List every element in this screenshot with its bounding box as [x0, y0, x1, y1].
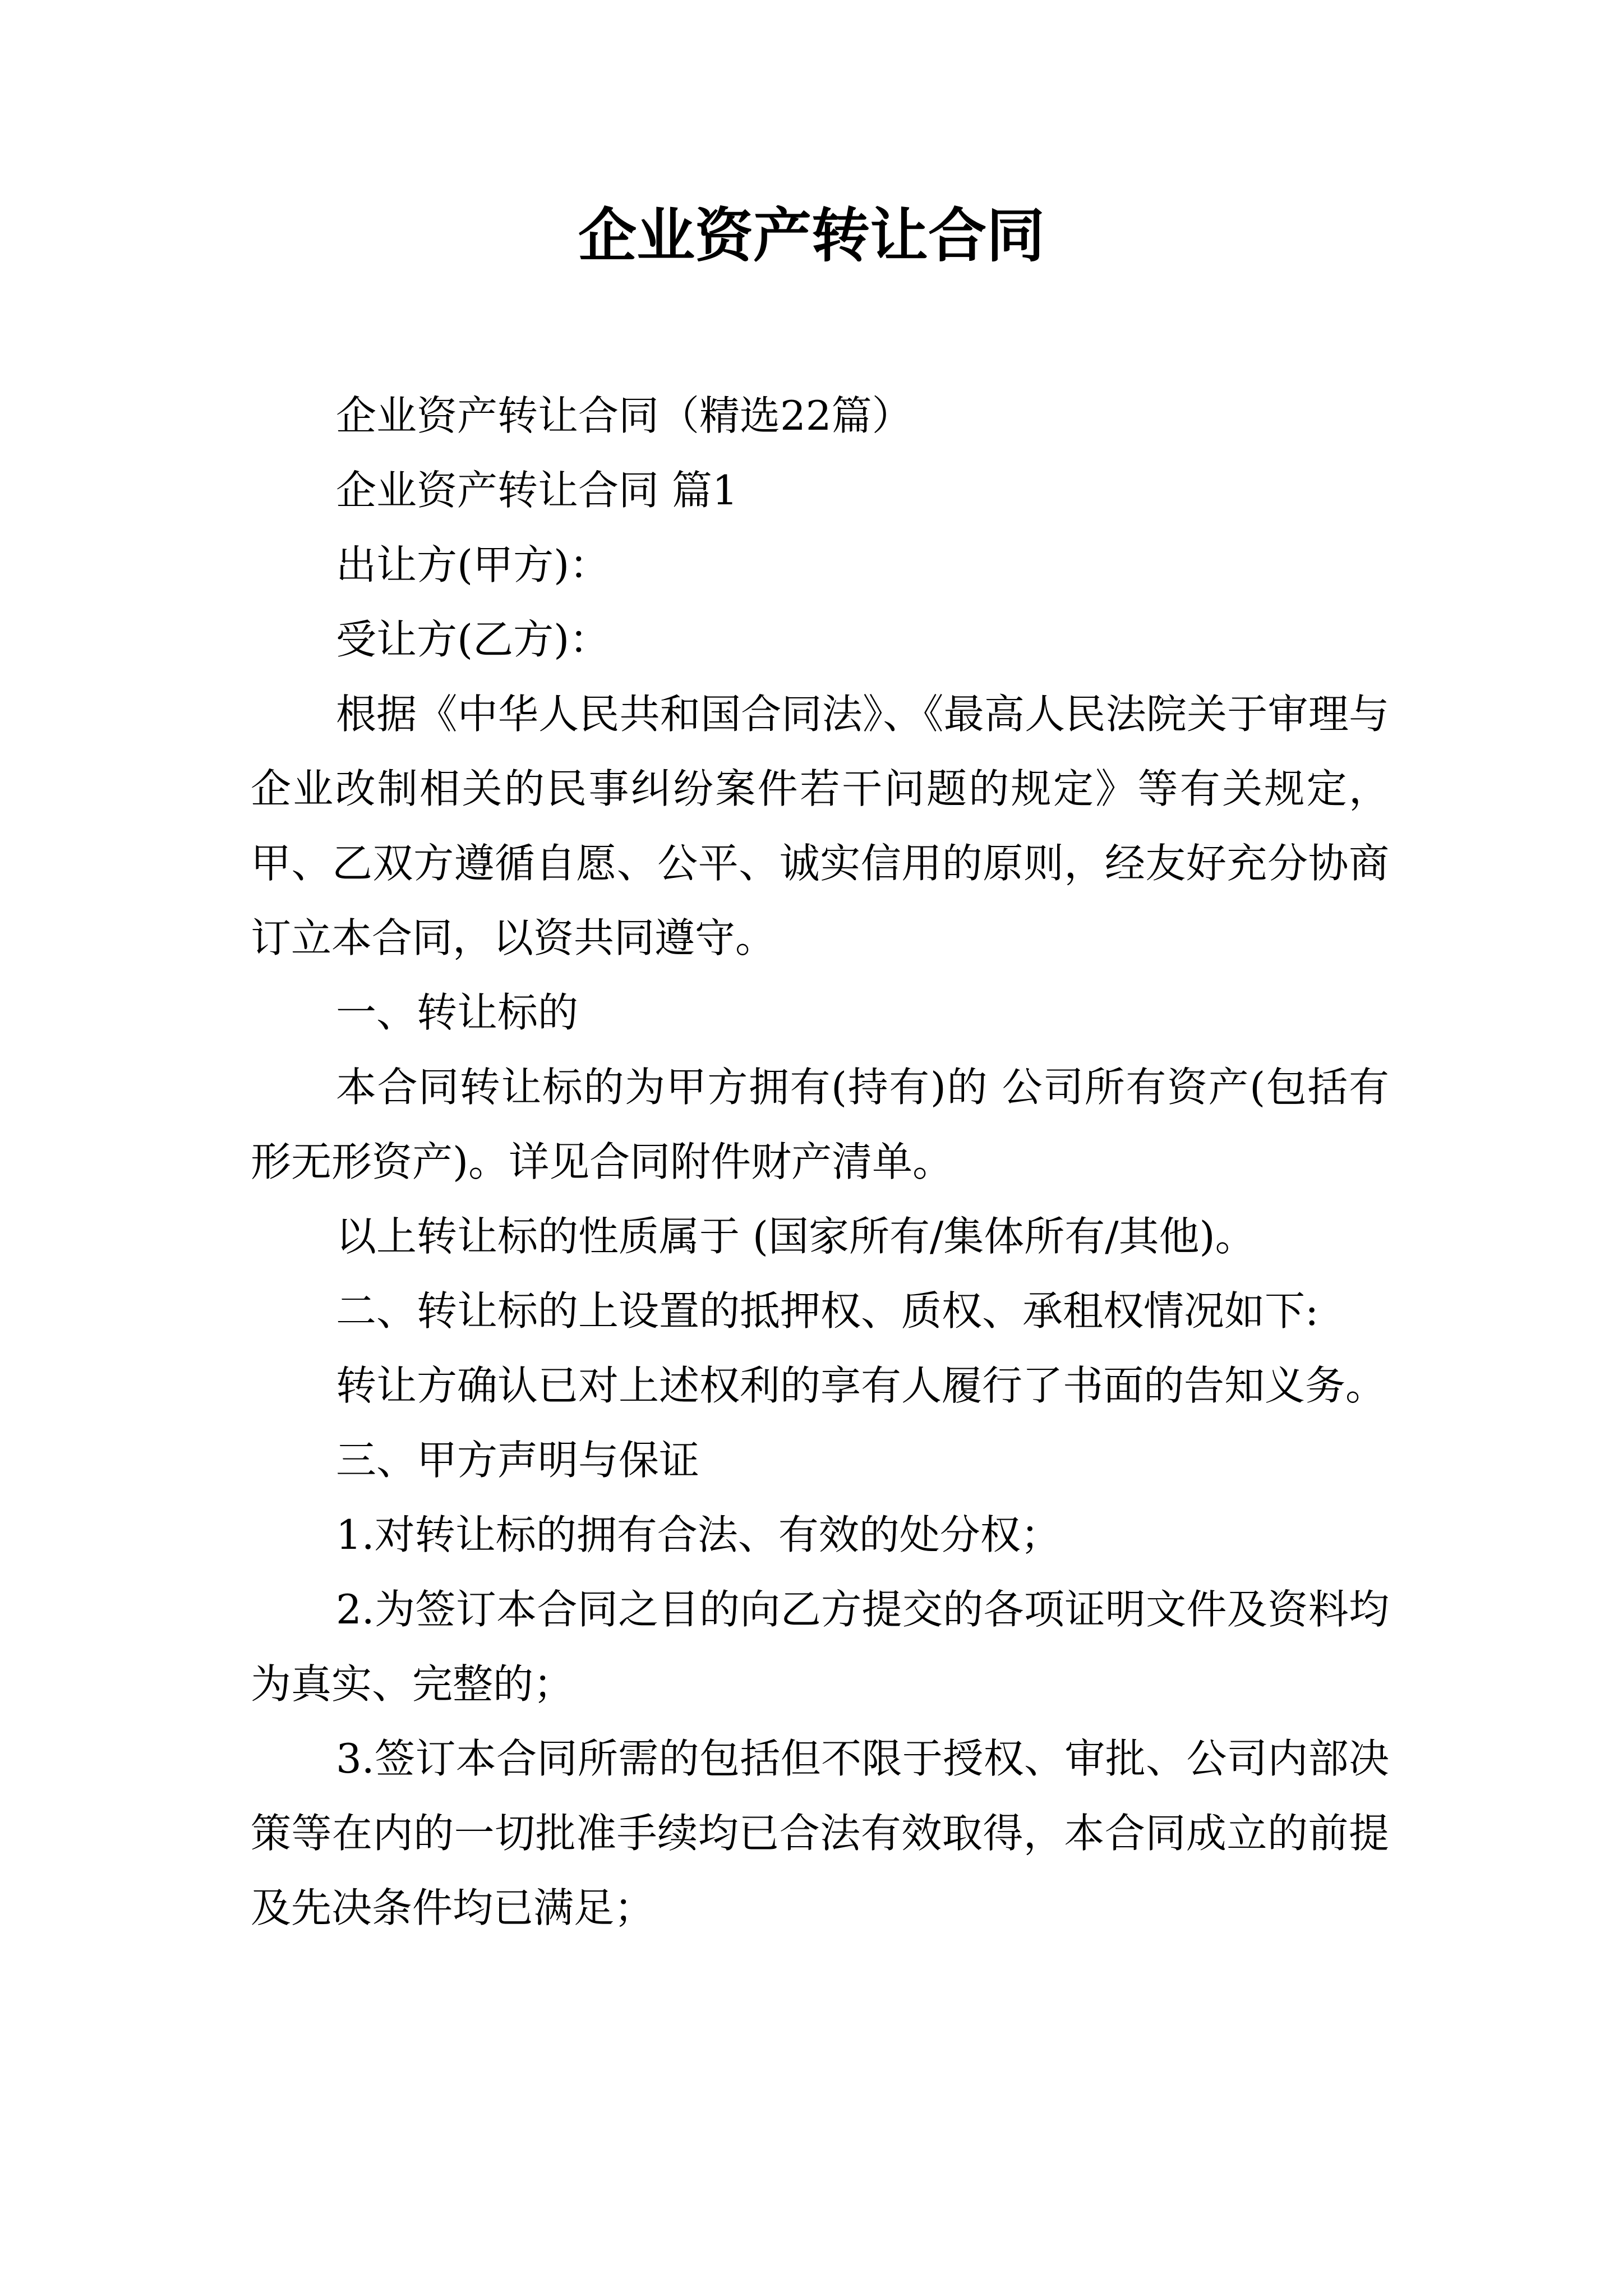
clause-paragraph: 本合同转让标的为甲方拥有(持有)的 公司所有资产(包括有形无形资产)。详见合同附件财产清单。: [251, 1064, 1389, 1185]
party-a-paragraph: 出让方(甲方)：: [336, 541, 610, 588]
preamble-paragraph: 根据《中华人民共和国合同法》、《最高人民法院关于审理与企业改制相关的民事纠纷案件若干问题的规定》等有关规定，甲、乙双方遵循自愿、公平、诚实信用的原则，经友好充分协商订立本合同，以资共同遵守。: [251, 691, 1389, 961]
clause-heading-1: 一、转让标的: [336, 989, 579, 1036]
document-title: 企业资产转让合同: [578, 201, 1045, 270]
list-item: 1.对转让标的拥有合法、有效的处分权；: [336, 1511, 1061, 1558]
party-b-paragraph: 受让方(乙方)：: [336, 616, 610, 663]
subtitle-paragraph: 企业资产转让合同（精选22篇）: [336, 392, 912, 439]
clause-heading-2: 二、转让标的上设置的抵押权、质权、承租权情况如下:: [336, 1287, 1319, 1335]
list-item: 3.签订本合同所需的包括但不限于授权、审批、公司内部决策等在内的一切批准手续均已合法有效取得，本合同成立的前提及先决条件均已满足；: [251, 1735, 1389, 1931]
list-item: 2.为签订本合同之目的向乙方提交的各项证明文件及资料均为真实、完整的；: [251, 1586, 1389, 1708]
clause-paragraph: 以上转让标的性质属于 (国家所有/集体所有/其他)。: [336, 1213, 1256, 1260]
clause-heading-3: 三、甲方声明与保证: [336, 1437, 700, 1484]
document-body: [251, 379, 1389, 1945]
section-heading-paragraph: 企业资产转让合同 篇1: [336, 467, 738, 514]
clause-paragraph: 转让方确认已对上述权利的享有人履行了书面的告知义务。: [336, 1362, 1386, 1409]
